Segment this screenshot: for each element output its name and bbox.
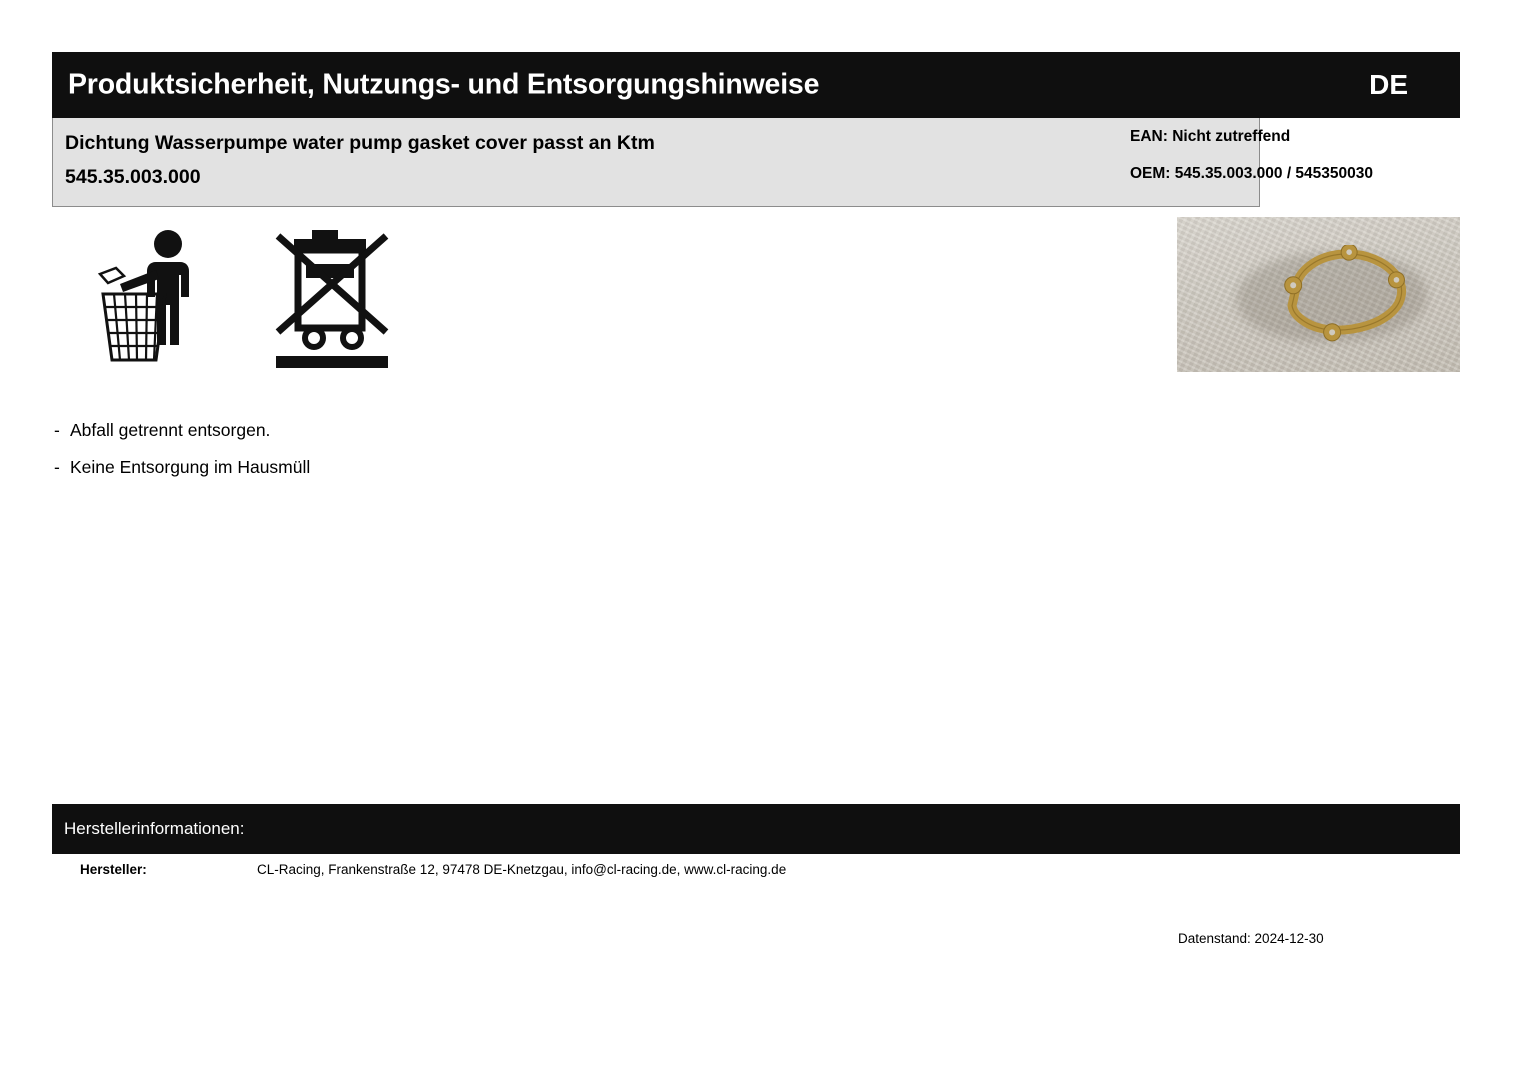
separate-waste-disposal-icon: [90, 222, 215, 372]
water-pump-gasket-image: [1267, 245, 1412, 345]
disposal-notes: [54, 412, 854, 486]
manufacturer-address: CL-Racing, Frankenstraße 12, 97478 DE-Knetzgau, info@cl-racing.de, www.cl-racing.de: [257, 862, 787, 877]
language-badge: DE: [1369, 69, 1408, 100]
page-title: Produktsicherheit, Nutzungs- und Entsorgungshinweise: [68, 68, 820, 101]
product-title-band: [52, 118, 1260, 207]
document-header-bar: [52, 52, 1460, 118]
product-photo: [1177, 217, 1460, 372]
list-item: [54, 412, 854, 449]
product-name-line-2: 545.35.003.000: [65, 166, 201, 188]
weee-crossed-out-wheelie-bin-icon: [272, 222, 392, 372]
note-text: Abfall getrennt entsorgen.: [70, 420, 271, 440]
note-text: Keine Entsorgung im Hausmüll: [70, 457, 311, 477]
manufacturer-section-header: [52, 804, 1460, 854]
product-name-line-1: Dichtung Wasserpumpe water pump gasket cover passt an Ktm: [65, 132, 655, 154]
data-status-date: Datenstand: 2024-12-30: [1178, 931, 1324, 946]
list-item: [54, 449, 854, 486]
bullet-dash: -: [54, 457, 60, 477]
bullet-dash: -: [54, 420, 60, 440]
product-name: [65, 126, 1145, 194]
manufacturer-label: Hersteller:: [80, 862, 147, 877]
manufacturer-section-title: Herstellerinformationen:: [64, 819, 245, 838]
oem-value: OEM: 545.35.003.000 / 545350030: [1130, 165, 1374, 182]
manufacturer-row: [52, 862, 1460, 884]
ean-value: EAN: Nicht zutreffend: [1130, 128, 1291, 145]
